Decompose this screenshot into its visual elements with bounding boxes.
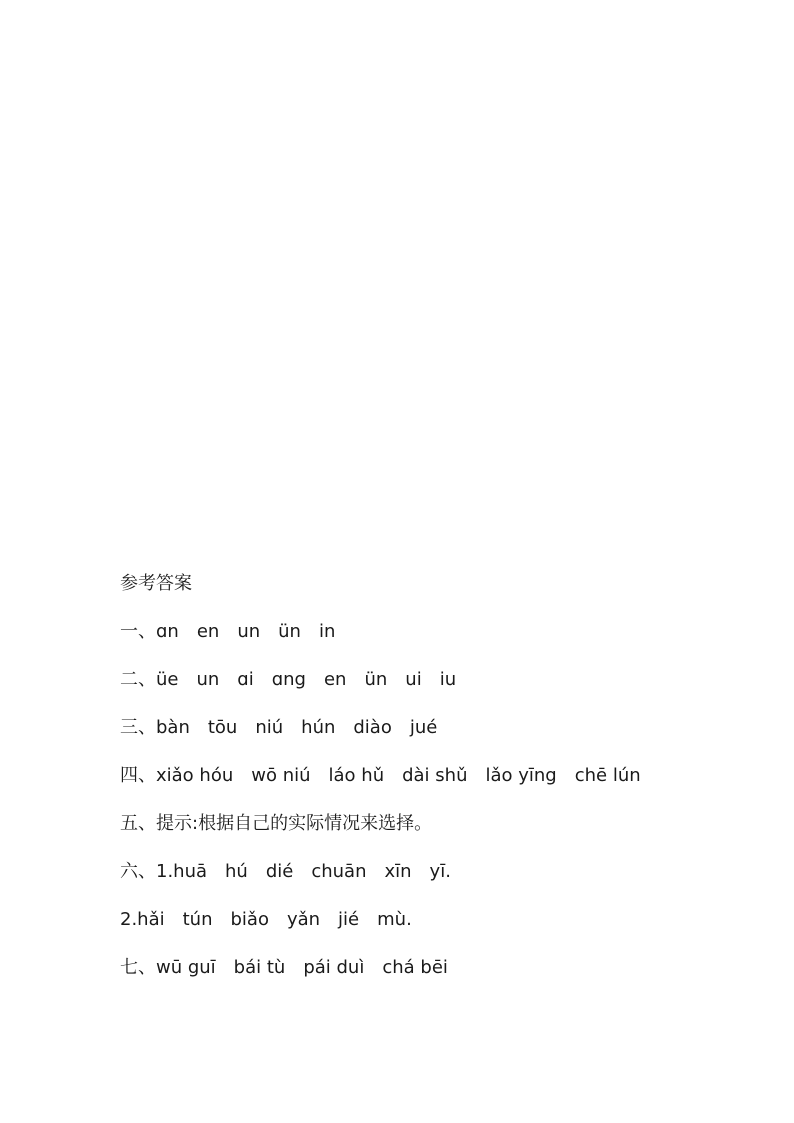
answer-key-title: 参考答案 — [120, 573, 192, 594]
answer-key — [120, 570, 740, 1002]
answer-line-2: 二、üe un ɑi ɑng en ün ui iu — [120, 669, 457, 690]
answer-line-6: 六、1.huā hú dié chuān xīn yī. — [120, 861, 451, 882]
answer-line-5: 五、提示:根据自己的实际情况来选择。 — [120, 813, 433, 834]
answer-line-7: 七、wū guī bái tù pái duì chá bēi — [120, 957, 448, 978]
answer-line-1: 一、ɑn en un ün in — [120, 621, 336, 642]
answer-line-4: 四、xiǎo hóu wō niú láo hǔ dài shǔ lǎo yīng chē lún — [120, 765, 641, 786]
answer-line-3: 三、bàn tōu niú hún diào jué — [120, 717, 438, 738]
answer-line-6-part-2: 2.hǎi tún biǎo yǎn jié mù. — [120, 909, 412, 930]
